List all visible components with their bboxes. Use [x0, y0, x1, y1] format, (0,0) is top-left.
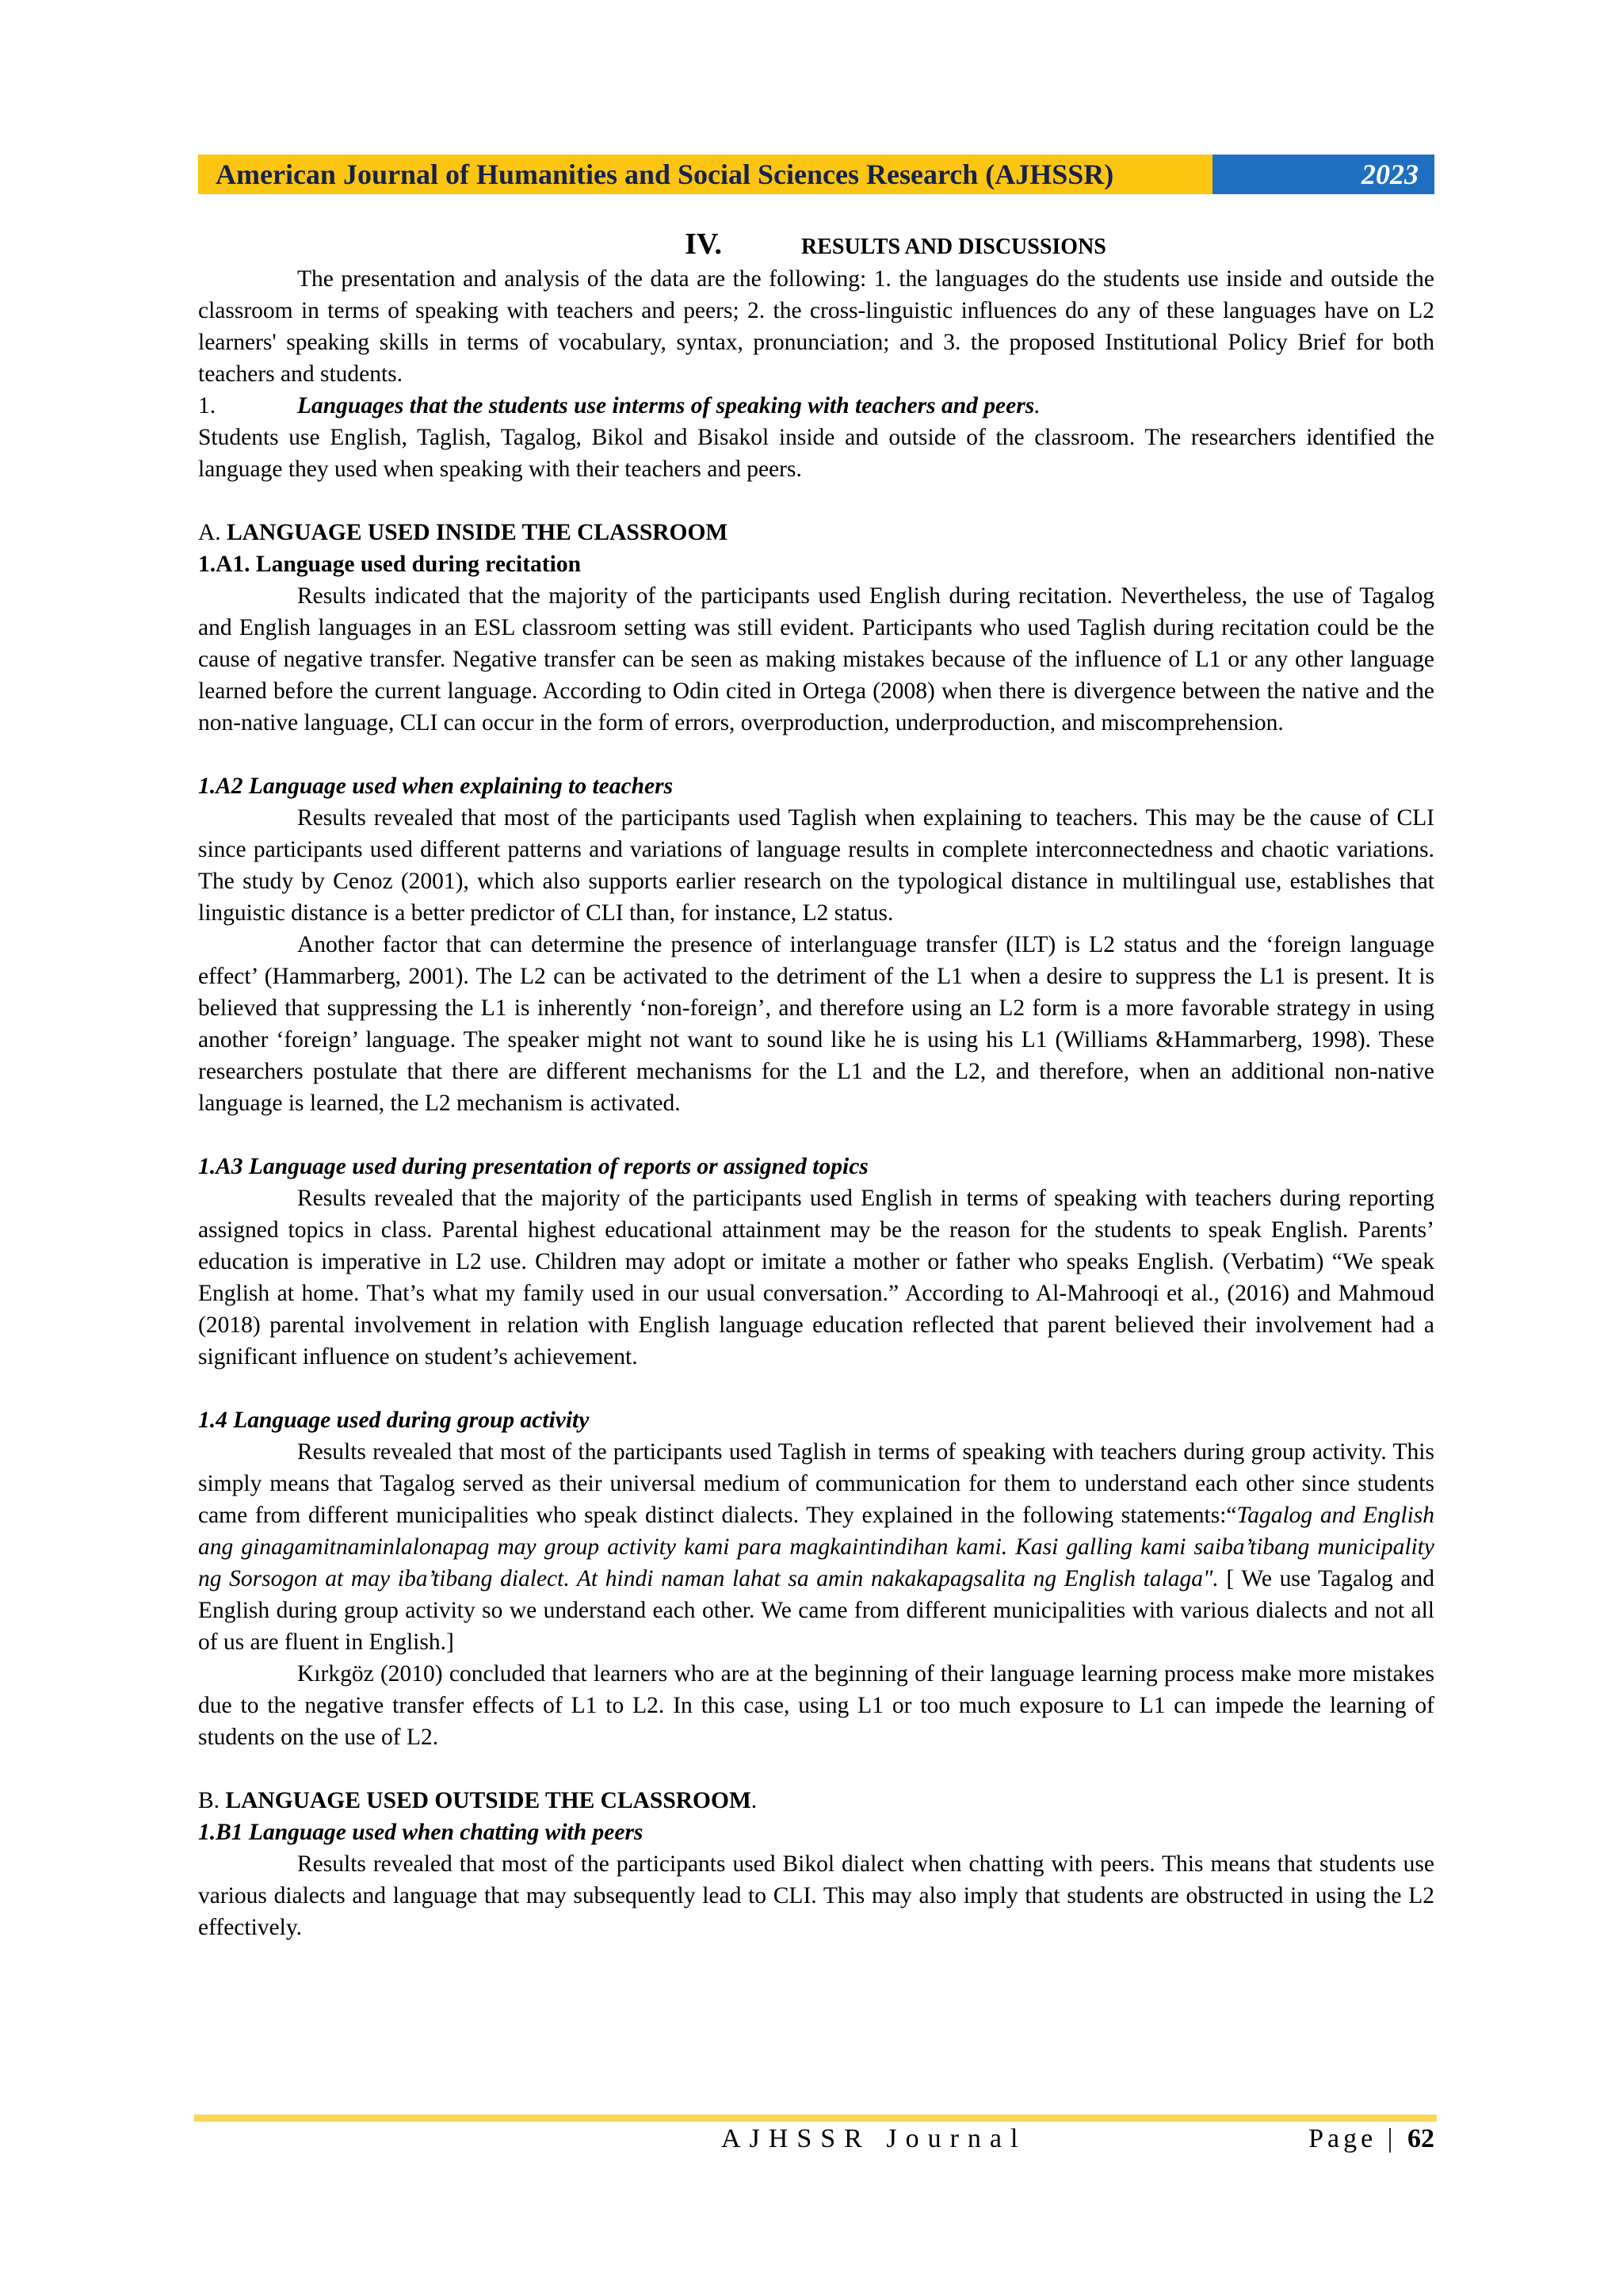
- a4-paragraph-1: [198, 1436, 1434, 1658]
- b1-heading: 1.B1 Language used when chatting with peers: [198, 1820, 643, 1845]
- item-punct: .: [1034, 393, 1041, 418]
- section-title: RESULTS AND DISCUSSIONS: [800, 235, 1106, 259]
- languages-paragraph: Students use English, Taglish, Tagalog, Bikol and Bisakol inside and outside of the classroom. The researchers identified the language they used when speaking with their teachers and peers.: [198, 425, 1434, 482]
- a4-quote: Tagalog and English ang ginagamitnaminlalonapag may group activity kami para magkaintindihan kami. Kasi galling kami saiba’tibang municipality ng Sorsogon at may iba’tibang dialect. At hindi naman lahat sa amin nakakapagsalita ng English talaga".: [198, 1503, 1434, 1591]
- numbered-item: [198, 390, 1434, 422]
- a3-heading: 1.A3 Language used during presentation of reports or assigned topics: [198, 1154, 869, 1179]
- a2-heading: 1.A2 Language used when explaining to teachers: [198, 774, 674, 799]
- journal-title: American Journal of Humanities and Social Sciences Research (AJHSSR): [198, 155, 1212, 194]
- page-footer: [198, 2124, 1434, 2164]
- b1-paragraph: Results revealed that most of the participants used Bikol dialect when chatting with peers. This means that students use various dialects and language that may subsequently lead to CLI. This may also imply that students are obstructed in using the L2 effectively.: [198, 1851, 1434, 1940]
- a4-heading: 1.4 Language used during group activity: [198, 1408, 590, 1433]
- a3-paragraph: Results revealed that the majority of the participants used English in terms of speaking with teachers during reporting assigned topics in class. Parental highest educational attainment may be the reason for the students to speak English. Parents’ education is imperative in L2 use. Children may adopt or imitate a mother or father who speaks English. (Verbatim) “We speak English at home. That’s what my family used in our usual conversation.” According to Al-Mahrooqi et al., (2016) and Mahmoud (2018) parental involvement in relation with English language education reflected that parent believed their involvement had a significant influence on student’s achievement.: [198, 1186, 1434, 1370]
- a4-translation: [ We use Tagalog and English during group activity so we understand each other. We came from different municipalities with various dialects and not all of us are fluent in English.]: [198, 1566, 1434, 1655]
- footer-divider: [194, 2115, 1437, 2122]
- a2-paragraph-1: Results revealed that most of the participants used Taglish when explaining to teachers. This may be the cause of CLI since participants used different patterns and variations of language results in complete interconnectedness and chaotic variations. The study by Cenoz (2001), which also supports earlier research on the typological distance in multilingual use, establishes that linguistic distance is a better predictor of CLI than, for instance, L2 status.: [198, 805, 1434, 926]
- part-b-title: LANGUAGE USED OUTSIDE THE CLASSROOM: [225, 1788, 751, 1813]
- page-label: Page |: [1308, 2124, 1397, 2153]
- page-number: 62: [1407, 2124, 1434, 2153]
- part-a-heading: [198, 517, 1434, 548]
- footer-journal-name: AJHSSR Journal: [721, 2124, 1027, 2153]
- part-b-punct: .: [750, 1788, 758, 1813]
- section-heading: [357, 228, 1434, 263]
- a1-heading: 1.A1. Language used during recitation: [198, 552, 581, 577]
- intro-paragraph: The presentation and analysis of the data are the following: 1. the languages do the students use inside and outside the classroom in terms of speaking with teachers and peers; 2. the cross-linguistic influences do any of these languages have on L2 learners' speaking skills in terms of vocabulary, syntax, pronunciation; and 3. the proposed Institutional Policy Brief for both teachers and students.: [198, 266, 1434, 387]
- part-b-heading: [198, 1785, 1434, 1817]
- article-body: [198, 228, 1434, 1943]
- journal-year: 2023: [1212, 155, 1434, 194]
- item-title: Languages that the students use interms of speaking with teachers and peers: [297, 393, 1035, 418]
- part-b-letter: B.: [198, 1788, 226, 1813]
- a4-text-lead: Results revealed that most of the participants used Taglish in terms of speaking with teachers during group activity. This simply means that Tagalog served as their universal medium of communication for them to understand each other since students came from different municipalities who speak distinct dialects. They explained in the following statements:“: [198, 1439, 1434, 1528]
- journal-header: [198, 155, 1434, 194]
- a1-paragraph: Results indicated that the majority of the participants used English during recitation. Nevertheless, the use of Tagalog and English languages in an ESL classroom setting was still evident. Participants who used Taglish during recitation could be the cause of negative transfer. Negative transfer can be seen as making mistakes because of the influence of L1 or any other language learned before the current language. According to Odin cited in Ortega (2008) when there is divergence between the native and the non-native language, CLI can occur in the form of errors, overproduction, underproduction, and miscomprehension.: [198, 583, 1434, 735]
- part-a-title: LANGUAGE USED INSIDE THE CLASSROOM: [227, 520, 728, 545]
- item-number: 1.: [198, 393, 216, 418]
- footer-page: [1308, 2124, 1434, 2154]
- a4-paragraph-2: Kırkgöz (2010) concluded that learners who are at the beginning of their language learning process make more mistakes due to the negative transfer effects of L1 to L2. In this case, using L1 or too much exposure to L1 can impede the learning of students on the use of L2.: [198, 1661, 1434, 1750]
- part-a-letter: A.: [198, 520, 227, 545]
- section-number: IV.: [685, 227, 722, 261]
- a2-paragraph-2: Another factor that can determine the presence of interlanguage transfer (ILT) is L2 status and the ‘foreign language effect’ (Hammarberg, 2001). The L2 can be activated to the detriment of the L1 when a desire to suppress the L1 is present. It is believed that suppressing the L1 is inherently ‘non-foreign’, and therefore using an L2 form is a more favorable strategy in using another ‘foreign’ language. The speaker might not want to sound like he is using his L1 (Williams &Hammarberg, 1998). These researchers postulate that there are different mechanisms for the L1 and the L2, and therefore, when an additional non-native language is learned, the L2 mechanism is activated.: [198, 932, 1434, 1116]
